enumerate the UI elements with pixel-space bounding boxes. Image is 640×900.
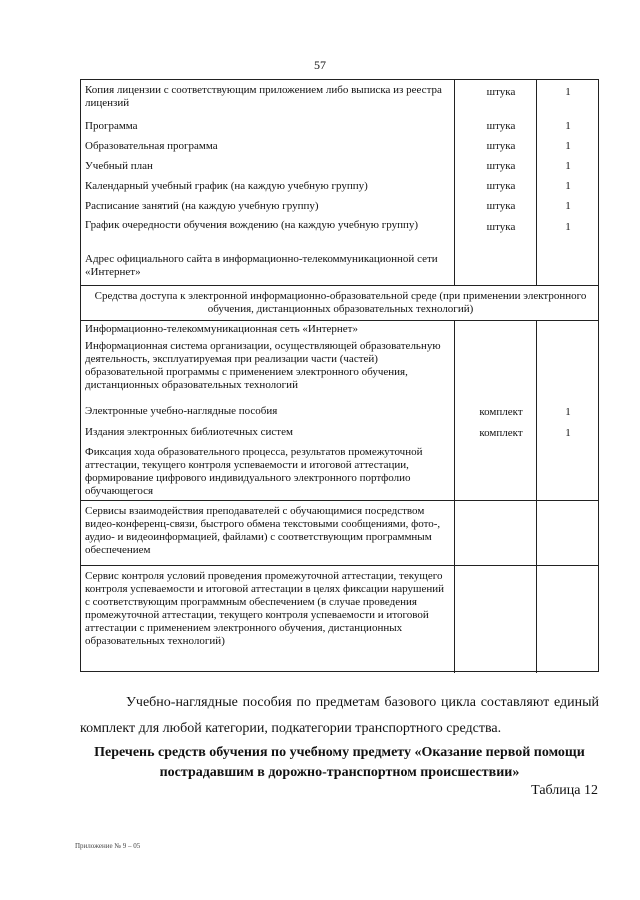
- table-row-name: Учебный план: [85, 160, 153, 172]
- table-row-name: Фиксация хода образовательного процесса, результатов промежуточной аттестации, текущего контроля успеваемости и итоговой аттестации, формирование цифрового индивидуального электронного портфолио обучающегося: [85, 446, 423, 497]
- table-row-name: Образовательная программа: [85, 140, 218, 152]
- table-row-unit: комплект: [479, 406, 523, 418]
- table-row-qty: 1: [565, 160, 571, 172]
- table-row-qty: 1: [565, 180, 571, 192]
- table-row-name: Сервис контроля условий проведения промежуточной аттестации, текущего контроля успеваемости и итоговой аттестации в целях фиксации нарушений с соответствующим программным обеспечением (в случае проведения промежуточной аттестации, текущего контроля успеваемости и итоговой аттестации с применением электронного обучения, дистанционных образовательных технологий): [85, 570, 444, 647]
- row-divider: [81, 500, 598, 501]
- table-row-unit: штука: [486, 120, 516, 132]
- table-row-name: График очередности обучения вождению (на каждую учебную группу): [85, 219, 419, 231]
- row-divider: [81, 285, 598, 286]
- table-caption: Таблица 12: [531, 783, 598, 798]
- table-row-unit: штука: [486, 160, 516, 172]
- table-row-name: Издания электронных библиотечных систем: [85, 426, 293, 438]
- table-row-name: Информационная система организации, осуществляющей образовательную деятельность, эксплуатируемая при реализации части (частей) образовательной программы с применением электронного обучения, дистанционных образовательных технологий: [85, 340, 441, 391]
- table-row-unit: штука: [486, 180, 516, 192]
- footer-note: Приложение № 9 – 05: [75, 842, 141, 850]
- table-row-qty: 1: [565, 221, 571, 233]
- page-number: 57: [314, 58, 326, 72]
- table-row-name: Расписание занятий (на каждую учебную группу): [85, 200, 319, 212]
- row-divider: [81, 565, 598, 566]
- table-row-unit: комплект: [479, 427, 523, 439]
- table-row-qty: 1: [565, 427, 571, 439]
- column-divider: [536, 320, 537, 673]
- table-row-qty: 1: [565, 120, 571, 132]
- table-row-name: Копия лицензии с соответствующим приложением либо выписка из реестра лицензий: [85, 84, 442, 109]
- body-paragraph: Учебно-наглядные пособия по предметам базового цикла составляют единый комплект для любой категории, подкатегории транспортного средства.: [80, 695, 599, 736]
- table-row-name: Информационно-телекоммуникационная сеть «Интернет»: [85, 323, 358, 335]
- table-row-name: Адрес официального сайта в информационно-телекоммуникационной сети «Интернет»: [85, 253, 438, 278]
- table-row-name: Сервисы взаимодействия преподавателей с обучающимися посредством видео-конференц-связи, быстрого обмена текстовыми сообщениями, фото-, аудио- и видеоинформацией, файлами) с соответствующим программным обеспечением: [85, 505, 441, 556]
- section-header: Средства доступа к электронной информационно-образовательной среде (при применении электронного обучения, дистанционных образовательных технологий): [94, 290, 587, 315]
- column-divider: [454, 320, 455, 673]
- table-row-unit: штука: [486, 140, 516, 152]
- table-row-name: Программа: [85, 120, 138, 132]
- table-row-unit: штука: [486, 86, 516, 98]
- column-divider: [454, 80, 455, 285]
- equipment-table: [80, 79, 599, 672]
- table-row-qty: 1: [565, 406, 571, 418]
- table-row-name: Календарный учебный график (на каждую учебную группу): [85, 180, 368, 192]
- table-row-name: Электронные учебно-наглядные пособия: [85, 405, 278, 417]
- table-row-unit: штука: [486, 221, 516, 233]
- row-divider: [81, 320, 598, 321]
- table-row-qty: 1: [565, 200, 571, 212]
- table-row-qty: 1: [565, 86, 571, 98]
- section-heading: Перечень средств обучения по учебному предмету «Оказание первой помощи пострадавшим в дорожно-транспортном происшествии»: [94, 745, 585, 780]
- table-row-unit: штука: [486, 200, 516, 212]
- table-row-qty: 1: [565, 140, 571, 152]
